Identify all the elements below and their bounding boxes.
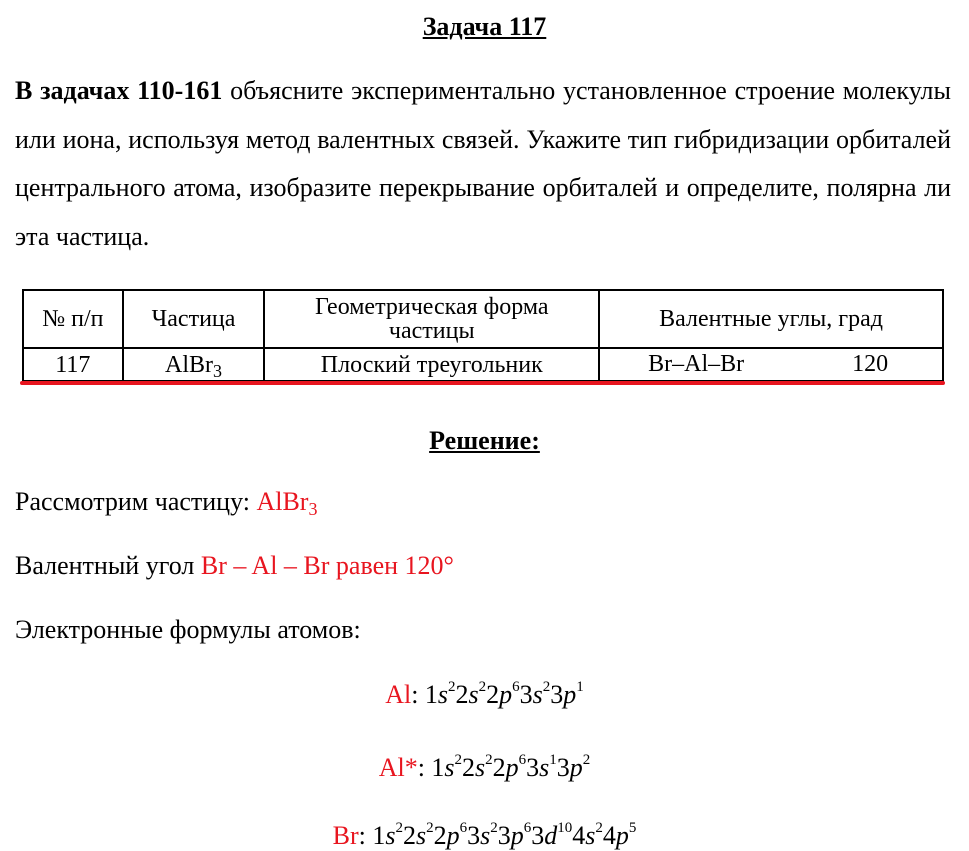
formula-br: Br: $1s^22s^22p^63s^23p^63d^{10}4s^24p^5$ bbox=[332, 820, 637, 850]
orbital-term: $3s^2$ bbox=[519, 679, 551, 709]
electron-formulas-label: Электронные формулы атомов: bbox=[15, 615, 361, 644]
angle-statement: Br – Al – Br равен 120° bbox=[200, 551, 454, 580]
cell-particle: AlBr$_3$ bbox=[123, 348, 265, 381]
orbital-term: $4p^5$ bbox=[602, 820, 637, 850]
header-angles: Валентные углы, град bbox=[599, 290, 943, 348]
orbital-term: $3p^1$ bbox=[550, 679, 584, 709]
problem-statement bbox=[15, 67, 951, 261]
task-table bbox=[22, 289, 944, 382]
orbital-term: $1s^2$ bbox=[431, 752, 463, 782]
cell-shape: Плоский треугольник bbox=[264, 348, 599, 381]
table-row bbox=[23, 348, 943, 381]
atom-symbol: Br bbox=[332, 821, 359, 850]
cell-angles bbox=[599, 348, 943, 381]
orbital-term: $3p^2$ bbox=[556, 752, 591, 782]
orbital-term: $3s^2$ bbox=[467, 820, 498, 850]
orbital-term: $1s^2$ bbox=[424, 679, 456, 709]
angle-value: 120 bbox=[852, 351, 889, 377]
orbital-term: $2p^6$ bbox=[492, 752, 527, 782]
problem-text: объясните экспериментально установленное строение молекулы или иона, используя метод валентных связей. Укажите тип гибридизации орбиталей центрального атома, изобразите перекрывание орбиталей и определите, полярна ли эта частица. bbox=[15, 76, 951, 251]
orbital-term: $2s^2$ bbox=[462, 752, 493, 782]
header-number: № п/п bbox=[23, 290, 123, 348]
header-particle: Частица bbox=[123, 290, 265, 348]
orbital-term: $1s^2$ bbox=[372, 820, 403, 850]
orbital-term: $3p^6$ bbox=[497, 820, 532, 850]
orbital-term: $3d^{10}$ bbox=[531, 820, 573, 850]
angle-line: Валентный угол Br – Al – Br равен 120° bbox=[15, 551, 454, 580]
cell-number: 117 bbox=[23, 348, 123, 381]
header-shape: Геометрическая форма частицы bbox=[264, 290, 599, 348]
bond-label: Br–Al–Br bbox=[648, 351, 745, 377]
consider-line: Рассмотрим частицу: AlBr$_3$ bbox=[15, 487, 318, 519]
formula-al-excited: Al*: $1s^22s^22p^63s^13p^2$ bbox=[378, 752, 591, 782]
orbital-term: $2p^6$ bbox=[433, 820, 468, 850]
orbital-term: $2s^2$ bbox=[455, 679, 487, 709]
atom-symbol: Al bbox=[385, 680, 412, 709]
orbital-term: $2p^6$ bbox=[486, 679, 520, 709]
task-table-header bbox=[23, 290, 943, 348]
atom-symbol: Al* bbox=[378, 753, 418, 782]
orbital-term: $4s^2$ bbox=[572, 820, 603, 850]
solution-title: Решение: bbox=[429, 426, 540, 455]
red-underline bbox=[20, 381, 945, 385]
formula-al: Al: $1s^22s^22p^63s^23p^1$ bbox=[385, 679, 584, 709]
particle-formula: AlBr$_3$ bbox=[256, 487, 318, 519]
orbital-term: $3s^1$ bbox=[526, 752, 557, 782]
problem-range: В задачах 110-161 bbox=[15, 76, 223, 105]
problem-title: Задача 117 bbox=[422, 12, 547, 41]
orbital-term: $2s^2$ bbox=[402, 820, 434, 850]
